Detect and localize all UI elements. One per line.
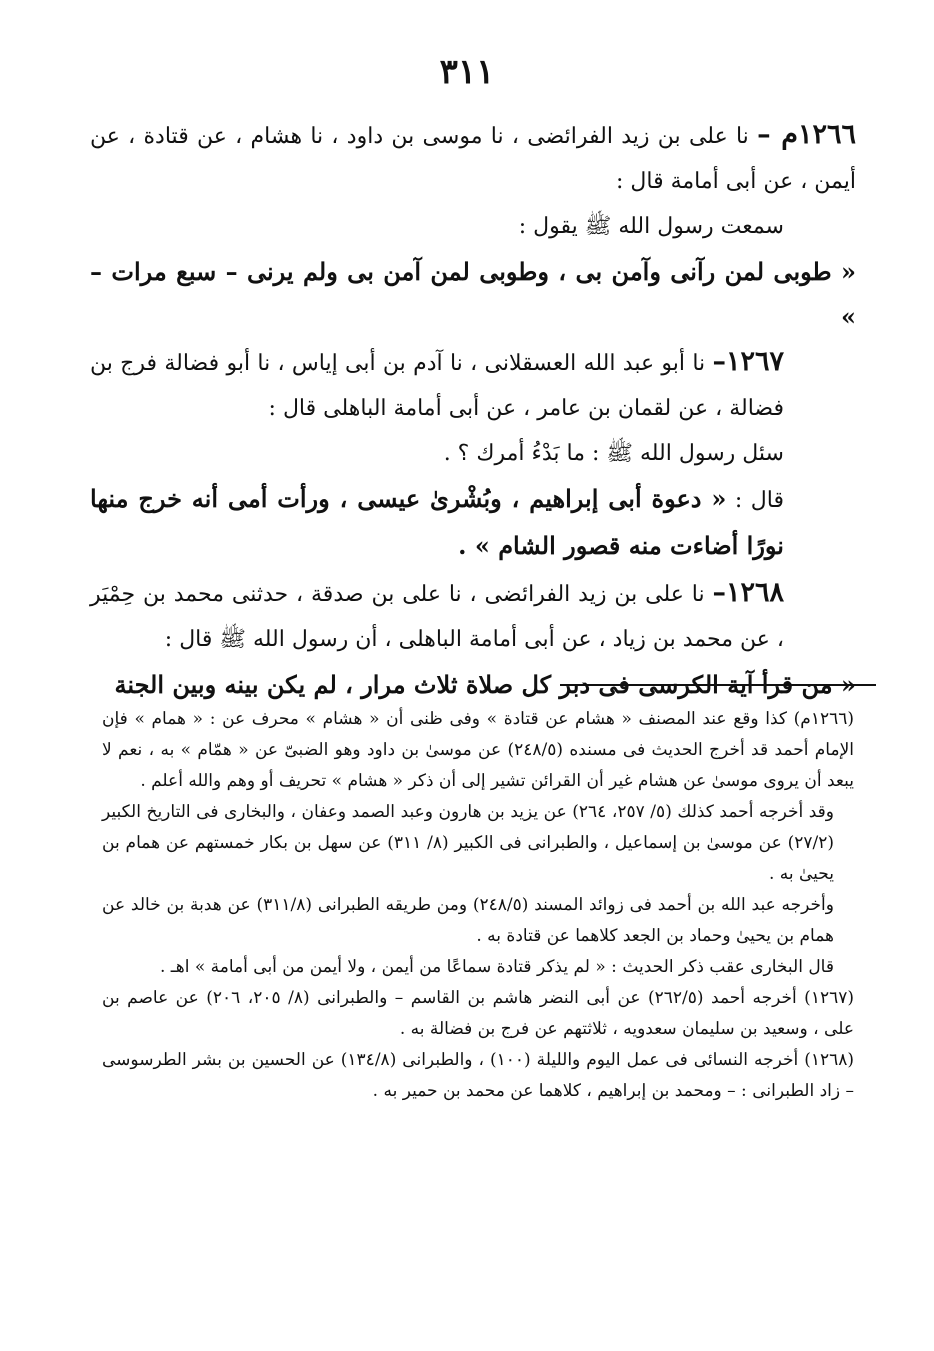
footnote-paragraph: وقد أخرجه أحمد كذلك (٥/ ٢٥٧، ٢٦٤) عن يزيد بن هارون وعبد الصمد وعفان ، والبخارى فى التاريخ الكبير (٢٧/٢) عن موسىٰ بن إسماعيل ، والطبرانى فى الكبير (٨/ ٣١١) عن سهل بن بكار خمستهم عن همام بن يحيىٰ به . <box>102 802 834 884</box>
hadith-matn: « طوبى لمن رآنى وآمن بى ، وطوبى لمن آمن بى ولم يرنى – سبع مرات – » <box>90 257 856 331</box>
isnad: نا على بن زيد الفرائضى ، نا موسى بن داود ، نا هشام ، عن قتادة ، عن أيمن ، عن أبى أمامة قال : <box>90 124 856 194</box>
main-text <box>90 112 856 707</box>
hadith-1268 <box>90 570 856 662</box>
hadith-matn <box>90 476 856 570</box>
footnote-1266: (١٢٦٦م) كذا وقع عند المصنف « هشام عن قتادة » وفى ظنى أن « هشام » محرف عن : « همام » فإن الإمام أحمد قد أخرج الحديث فى مسنده (٢٤٨/٥) عن موسىٰ بن داود وهو الضبىّ عن « همّام » به ، نعم لا يبعد أن يروى موسىٰ عن هشام غير أن القرائن تشير إلى أن ذكر « هشام » تحريف أو وهم والله أعلم . <box>102 709 854 791</box>
hadith-number: ١٢٦٨– <box>712 577 784 608</box>
hadith-number: ١٢٦٧– <box>712 346 785 377</box>
footnote-1267: (١٢٦٧) أخرجه أحمد (٢٦٢/٥) عن أبى النضر هاشم بن القاسم – والطبرانى (٨/ ٢٠٥، ٢٠٦) عن عاصم بن على ، وسعيد بن سليمان سعدويه ، ثلاثتهم عن فرج بن فضالة به . <box>102 988 854 1039</box>
matn-text: « دعوة أبى إبراهيم ، وبُشْرىٰ عيسى ، ورأت أمى أنه خرج منها نورًا أضاءت منه قصور الشام » . <box>90 484 784 560</box>
isnad: نا على بن زيد الفرائضى ، نا على بن صدقة ، حدثنى محمد بن حِمْيَر ، عن محمد بن زياد ، عن أبى أمامة الباهلى ، أن رسول الله ﷺ قال : <box>90 582 784 652</box>
page-number: ٣١١ <box>439 52 495 92</box>
footnote-paragraph: وأخرجه عبد الله بن أحمد فى زوائد المسند (٢٤٨/٥) ومن طريقه الطبرانى (٣١١/٨) عن هدبة بن خالد عن همام بن يحيىٰ وحماد بن الجعد كلاهما عن قتادة به . <box>102 895 834 946</box>
hadith-1266 <box>90 112 856 204</box>
qala-label: قال : <box>726 488 784 513</box>
hadith-1267 <box>90 339 856 431</box>
hadith-number: ١٢٦٦م – <box>757 119 856 150</box>
hadith-line: سئل رسول الله ﷺ : ما بَدْءُ أمرك ؟ . <box>443 441 784 466</box>
footnote-paragraph: قال البخارى عقب ذكر الحديث : « لم يذكر قتادة سماعًا من أيمن ، ولا أيمن من أبى أمامة » اهـ . <box>159 957 834 977</box>
hadith-matn: « من قرأ آية الكرسى فى دبر كل صلاة ثلاث مرار ، لم يكن بينه وبين الجنة <box>114 670 856 699</box>
footnotes <box>102 704 854 1107</box>
footnote-divider <box>560 684 876 686</box>
isnad: نا أبو عبد الله العسقلانى ، نا آدم بن أبى إياس ، نا أبو فضالة فرج بن فضالة ، عن لقمان بن عامر ، عن أبى أمامة الباهلى قال : <box>90 351 784 421</box>
footnote-1268: (١٢٦٨) أخرجه النسائى فى عمل اليوم والليلة (١٠٠) ، والطبرانى (١٣٤/٨) عن الحسين بن بشر الطرسوسى – زاد الطبرانى : – ومحمد بن إبراهيم ، كلاهما عن محمد بن حمير به . <box>102 1050 855 1101</box>
hadith-line: سمعت رسول الله ﷺ يقول : <box>518 214 784 239</box>
